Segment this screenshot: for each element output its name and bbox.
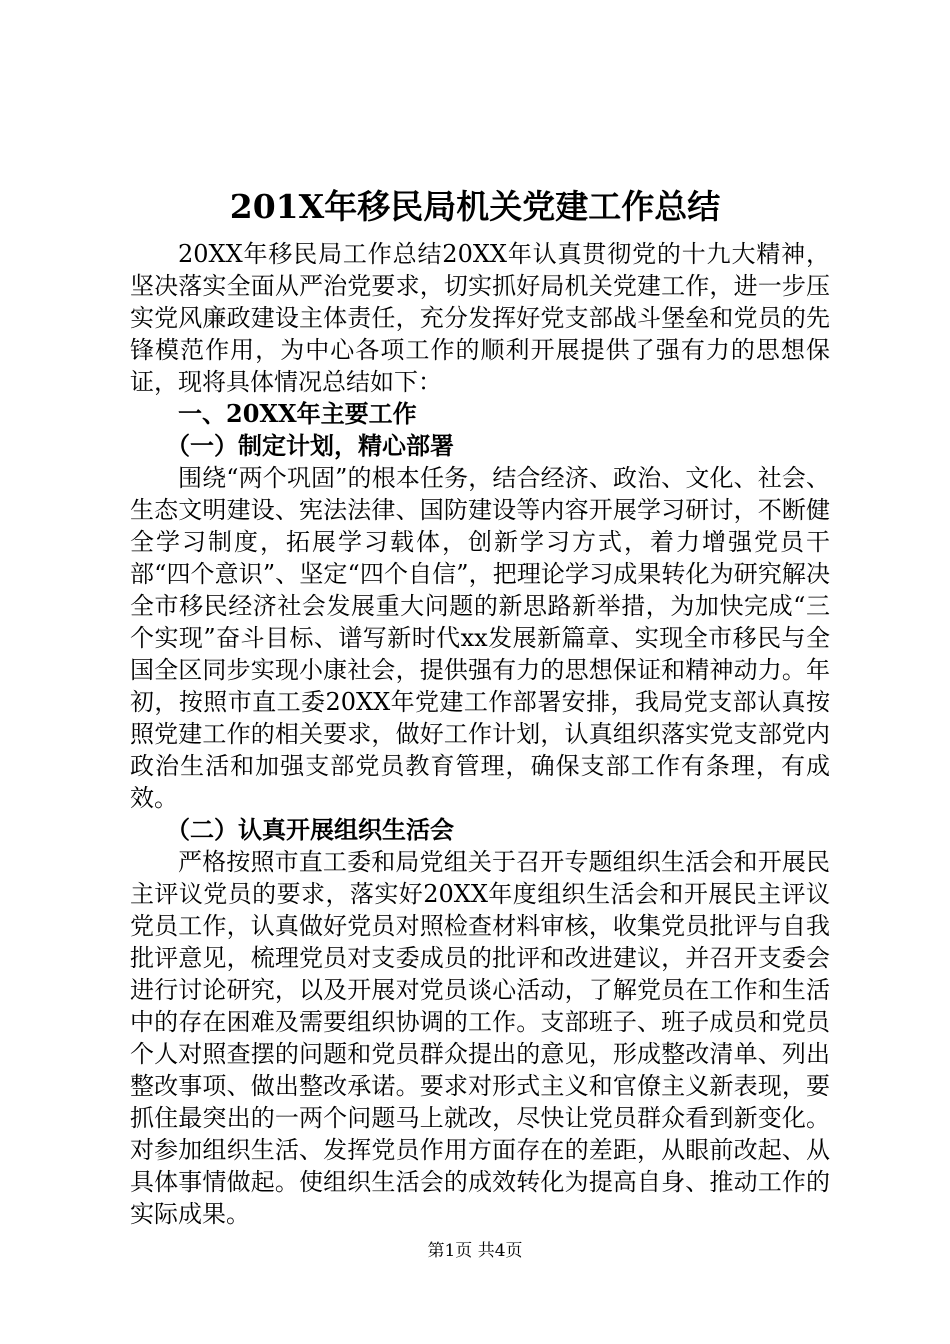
document-body: [130, 238, 830, 1230]
page-footer: 第1页 共4页: [427, 1241, 523, 1261]
subsection-1-paragraph: 围绕“两个巩固”的根本任务，结合经济、政治、文化、社会、生态文明建设、宪法法律、国防建设等内容开展学习研讨，不断健全学习制度，拓展学习载体，创新学习方式，着力增强党员干部“四个意识”、坚定“四个自信”，把理论学习成果转化为研究解决全市移民经济社会发展重大问题的新思路新举措，为加快完成“三个实现”奋斗目标、谱写新时代xx发展新篇章、实现全市移民与全国全区同步实现小康社会，提供强有力的思想保证和精神动力。年初，按照市直工委20XX年党建工作部署安排，我局党支部认真按照党建工作的相关要求，做好工作计划，认真组织落实党支部党内政治生活和加强支部党员教育管理，确保支部工作有条理，有成效。: [130, 464, 830, 812]
subsection-heading-2: （二）认真开展组织生活会: [166, 815, 454, 844]
subsection-2-paragraph: 严格按照市直工委和局党组关于召开专题组织生活会和开展民主评议党员的要求，落实好20XX年度组织生活会和开展民主评议党员工作，认真做好党员对照检查材料审核，收集党员批评与自我批评意见，梳理党员对支委成员的批评和改进建议，并召开支委会进行讨论研究，以及开展对党员谈心活动，了解党员在工作和生活中的存在困难及需要组织协调的工作。支部班子、班子成员和党员个人对照查摆的问题和党员群众提出的意见，形成整改清单、列出整改事项、做出整改承诺。要求对形式主义和官僚主义新表现，要抓住最突出的一两个问题马上就改，尽快让党员群众看到新变化。对参加组织生活、发挥党员作用方面存在的差距，从眼前改起、从具体事情做起。使组织生活会的成效转化为提高自身、推动工作的实际成果。: [130, 848, 830, 1228]
section-heading-1: 一、20XX年主要工作: [178, 399, 417, 428]
subsection-heading-1: （一）制定计划，精心部署: [166, 431, 454, 460]
document-title: 201X年移民局机关党建工作总结: [229, 187, 721, 226]
intro-paragraph: 20XX年移民局工作总结20XX年认真贯彻党的十九大精神，坚决落实全面从严治党要求，切实抓好局机关党建工作，进一步压实党风廉政建设主体责任，充分发挥好党支部战斗堡垒和党员的先锋模范作用，为中心各项工作的顺利开展提供了强有力的思想保证，现将具体情况总结如下：: [130, 240, 830, 396]
